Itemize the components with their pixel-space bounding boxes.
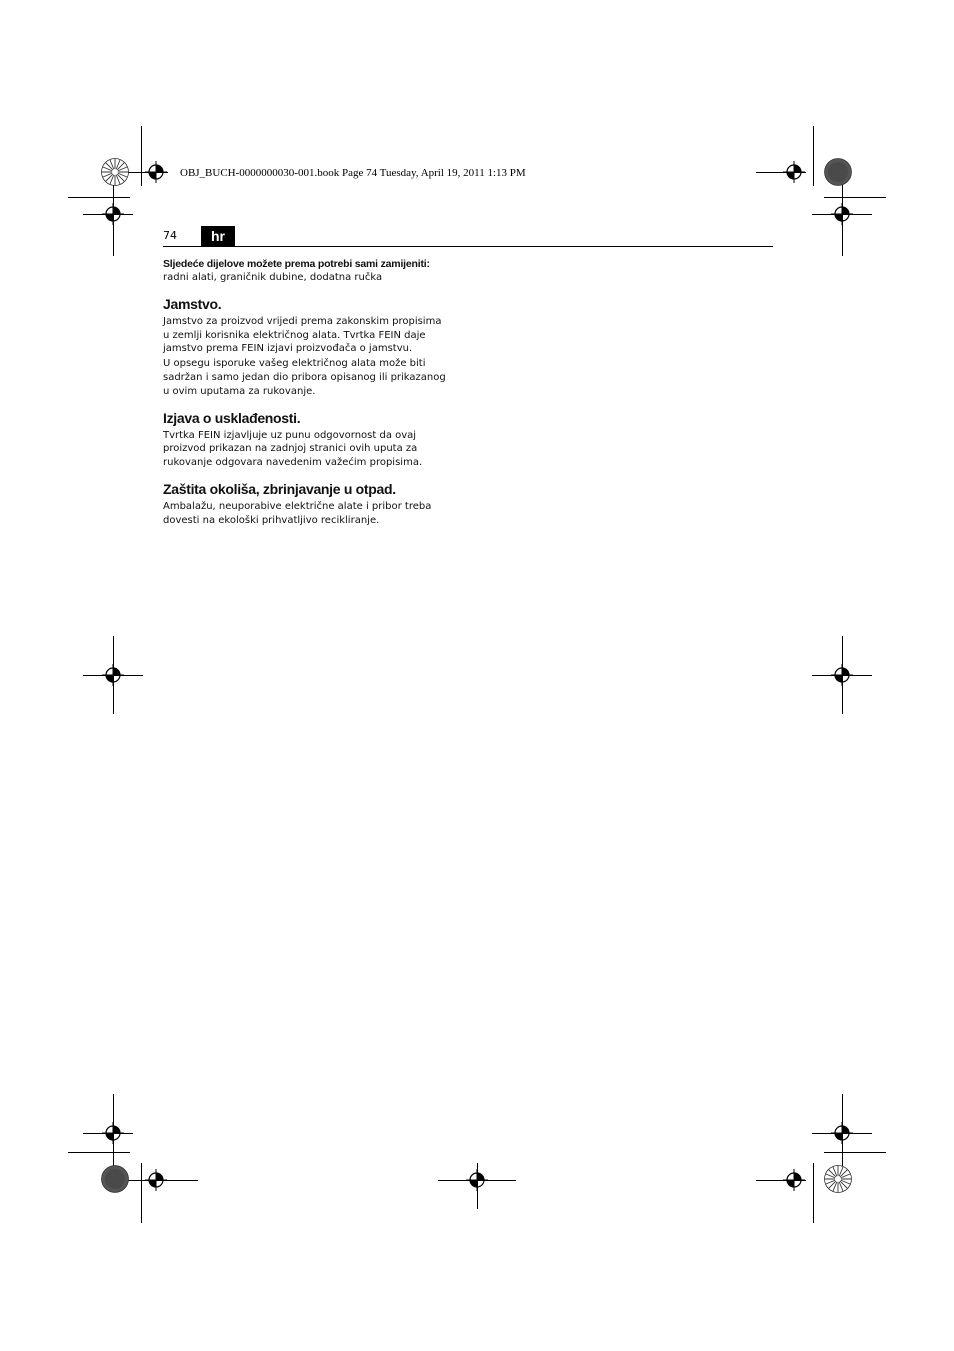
text-line: Jamstvo za proizvod vrijedi prema zakonskim propisima: [163, 315, 442, 327]
text-line: u ovim uputama za rukovanje.: [163, 385, 316, 397]
text-line: Tvrtka FEIN izjavljuje uz punu odgovornost da ovaj: [163, 429, 417, 441]
registration-target-icon: [145, 161, 167, 183]
print-slug: OBJ_BUCH-0000000030-001.book Page 74 Tuesday, April 19, 2011 1:13 PM: [180, 167, 526, 179]
warranty-paragraph-1: [163, 315, 463, 356]
registration-target-icon: [102, 203, 124, 225]
registration-target-icon: [466, 1169, 488, 1191]
registration-target-icon: [831, 203, 853, 225]
registration-target-icon: [102, 664, 124, 686]
text-line: dovesti na ekološki prihvatljivo recikliranje.: [163, 514, 380, 526]
crop-line: [824, 197, 886, 198]
crop-line: [813, 1163, 814, 1223]
environment-paragraph: [163, 500, 463, 528]
crop-line: [141, 126, 142, 186]
gray-disc-icon: [101, 1165, 129, 1193]
crop-line: [813, 126, 814, 186]
environment-section: [163, 480, 463, 528]
warranty-paragraph-2: [163, 357, 463, 398]
environment-heading: Zaštita okoliša, zbrinjavanje u otpad.: [163, 480, 396, 497]
registration-target-icon: [831, 664, 853, 686]
text-line: U opsegu isporuke vašeg električnog alata može biti: [163, 358, 426, 370]
registration-target-icon: [102, 1122, 124, 1144]
registration-target-icon: [783, 1169, 805, 1191]
conformity-section: [163, 409, 463, 470]
header-rule: [163, 246, 773, 247]
replaceable-parts-section: [163, 257, 463, 285]
crop-line: [824, 1152, 886, 1153]
registration-target-icon: [831, 1122, 853, 1144]
replaceable-parts-text: radni alati, graničnik dubine, dodatna ručka: [163, 272, 383, 283]
crop-line: [68, 197, 130, 198]
conformity-heading: Izjava o usklađenosti.: [163, 409, 301, 426]
text-line: proizvod prikazan na zadnjoj stranici ovih uputa za: [163, 443, 418, 455]
registration-target-icon: [783, 161, 805, 183]
text-line: u zemlji korisnika električnog alata. Tvrtka FEIN daje: [163, 329, 426, 341]
registration-target-icon: [145, 1169, 167, 1191]
replaceable-parts-lead: Sljedeće dijelove možete prema potrebi sami zamijeniti:: [163, 258, 430, 270]
starburst-disc-icon: [824, 1165, 852, 1193]
gray-disc-icon: [824, 158, 852, 186]
text-line: rukovanje odgovara navedenim važećim propisima.: [163, 457, 423, 469]
conformity-paragraph: [163, 429, 463, 470]
warranty-section: [163, 295, 463, 399]
text-line: sadržan i samo jedan dio pribora opisanog ili prikazanog: [163, 371, 446, 383]
warranty-heading: Jamstvo.: [163, 295, 222, 312]
starburst-disc-icon: [101, 158, 129, 186]
text-line: jamstvo prema FEIN izjavi proizvođača o jamstvu.: [163, 343, 413, 355]
language-badge: hr: [201, 226, 235, 246]
crop-line: [141, 1163, 142, 1223]
text-line: Ambalažu, neuporabive električne alate i pribor treba: [163, 500, 432, 512]
page-number: 74: [163, 229, 177, 242]
content-column: [163, 257, 463, 528]
crop-line: [68, 1152, 130, 1153]
